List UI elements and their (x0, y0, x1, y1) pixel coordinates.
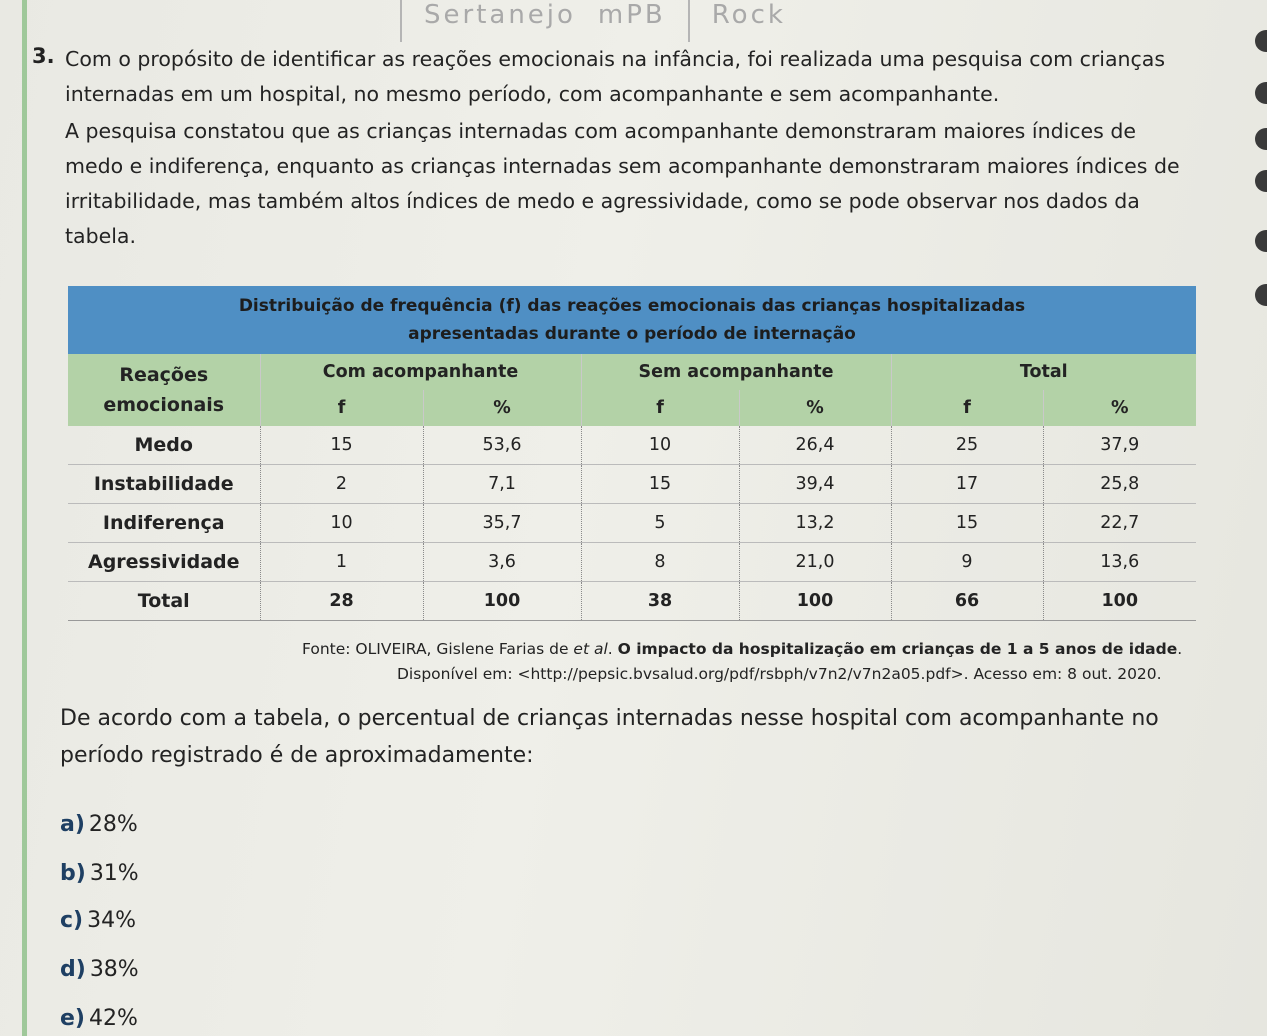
header-without-companion: Sem acompanhante (581, 354, 891, 390)
cell: 13,2 (739, 504, 891, 543)
cell: 8 (581, 543, 739, 582)
option-letter: d) (60, 957, 86, 982)
table-row (68, 426, 1196, 465)
source-dot: . (607, 640, 618, 658)
cell: 28 (260, 582, 423, 621)
question-number: 3. (32, 44, 55, 68)
option-text: 38% (89, 957, 139, 982)
cell: 1 (260, 543, 423, 582)
binder-rings (1247, 30, 1267, 430)
binder-ring (1255, 170, 1267, 192)
cell: 53,6 (423, 426, 581, 465)
cell: 100 (1043, 582, 1196, 621)
option-a[interactable] (60, 812, 138, 837)
row-label: Medo (68, 426, 260, 465)
cell: 35,7 (423, 504, 581, 543)
handwriting-word-3: Rock (711, 0, 786, 30)
handwritten-note (400, 0, 786, 46)
binder-ring (1255, 30, 1267, 52)
header-reactions: Reações emocionais (68, 354, 260, 426)
row-label: Agressividade (68, 543, 260, 582)
question-paragraph: A pesquisa constatou que as crianças internadas com acompanhante demonstraram maiores índices de medo e indiferença, enquanto as crianças internadas sem acompanhante demonstraram maiores índices de irritabilidade, mas também altos índices de medo e agressividade, como se pode observar nos dados da tabela. (65, 119, 1180, 248)
cell: 15 (891, 504, 1043, 543)
cell: 10 (581, 426, 739, 465)
cell: 17 (891, 465, 1043, 504)
cell: 25 (891, 426, 1043, 465)
handwriting-word-1: Sertanejo (424, 0, 576, 30)
cell: 38 (581, 582, 739, 621)
cell: 26,4 (739, 426, 891, 465)
option-d[interactable] (60, 957, 139, 982)
source-prefix: Fonte: OLIVEIRA, Gislene Farias de (302, 640, 574, 658)
binder-ring (1255, 284, 1267, 306)
table-row (68, 465, 1196, 504)
table-row-total (68, 582, 1196, 621)
subheader-pct: % (1043, 390, 1196, 426)
handwriting-word-2: mPB (597, 0, 666, 30)
subheader-f: f (581, 390, 739, 426)
cell: 5 (581, 504, 739, 543)
row-label: Total (68, 582, 260, 621)
option-b[interactable] (60, 861, 139, 886)
table-row (68, 504, 1196, 543)
cell: 15 (260, 426, 423, 465)
cell: 100 (739, 582, 891, 621)
data-table (68, 354, 1196, 621)
binder-ring (1255, 230, 1267, 252)
table-title-line-1: Distribuição de frequência (f) das reações emocionais das crianças hospitalizadas (238, 296, 1026, 316)
cell: 39,4 (739, 465, 891, 504)
header-total: Total (891, 354, 1196, 390)
table-title-line-2: apresentadas durante o período de internação (408, 324, 856, 344)
cell: 3,6 (423, 543, 581, 582)
option-letter: e) (60, 1006, 85, 1031)
handwriting-bar-2 (688, 0, 690, 42)
source-title: O impacto da hospitalização em crianças de 1 a 5 anos de idade (617, 640, 1178, 658)
cell: 13,6 (1043, 543, 1196, 582)
subheader-f: f (891, 390, 1043, 426)
cell: 25,8 (1043, 465, 1196, 504)
handwriting-bar (400, 0, 402, 42)
subheader-f: f (260, 390, 423, 426)
cell: 2 (260, 465, 423, 504)
cell: 9 (891, 543, 1043, 582)
table-title (68, 286, 1196, 354)
option-letter: c) (60, 908, 84, 933)
option-letter: b) (60, 861, 86, 886)
question-intro: Com o propósito de identificar as reações emocionais na infância, foi realizada uma pesquisa com crianças internadas em um hospital, no mesmo período, com acompanhante e sem acompanhante. (65, 47, 1166, 106)
source-etal: et al (573, 640, 608, 658)
source-end: . (1177, 640, 1183, 658)
option-text: 28% (88, 812, 138, 837)
binder-ring (1255, 128, 1267, 150)
option-text: 34% (87, 908, 137, 933)
subheader-pct: % (423, 390, 581, 426)
source-line (302, 640, 1182, 658)
cell: 7,1 (423, 465, 581, 504)
binder-ring (1255, 82, 1267, 104)
option-text: 42% (88, 1006, 138, 1031)
question-prompt: De acordo com a tabela, o percentual de crianças internadas nesse hospital com acompanhante no período registrado é de aproximadamente: (60, 706, 1159, 768)
cell: 21,0 (739, 543, 891, 582)
table-row (68, 543, 1196, 582)
option-letter: a) (60, 812, 85, 837)
cell: 10 (260, 504, 423, 543)
option-c[interactable] (60, 908, 136, 933)
source-available: Disponível em: <http://pepsic.bvsalud.org/pdf/rsbph/v7n2/v7n2a05.pdf>. Acesso em: 8 out. 2020. (397, 665, 1162, 683)
option-e[interactable] (60, 1006, 138, 1031)
frequency-table (68, 286, 1196, 621)
cell: 66 (891, 582, 1043, 621)
row-label: Indiferença (68, 504, 260, 543)
option-text: 31% (89, 861, 139, 886)
header-with-companion: Com acompanhante (260, 354, 581, 390)
subheader-pct: % (739, 390, 891, 426)
margin-line (22, 0, 27, 1036)
cell: 22,7 (1043, 504, 1196, 543)
cell: 100 (423, 582, 581, 621)
cell: 15 (581, 465, 739, 504)
row-label: Instabilidade (68, 465, 260, 504)
cell: 37,9 (1043, 426, 1196, 465)
